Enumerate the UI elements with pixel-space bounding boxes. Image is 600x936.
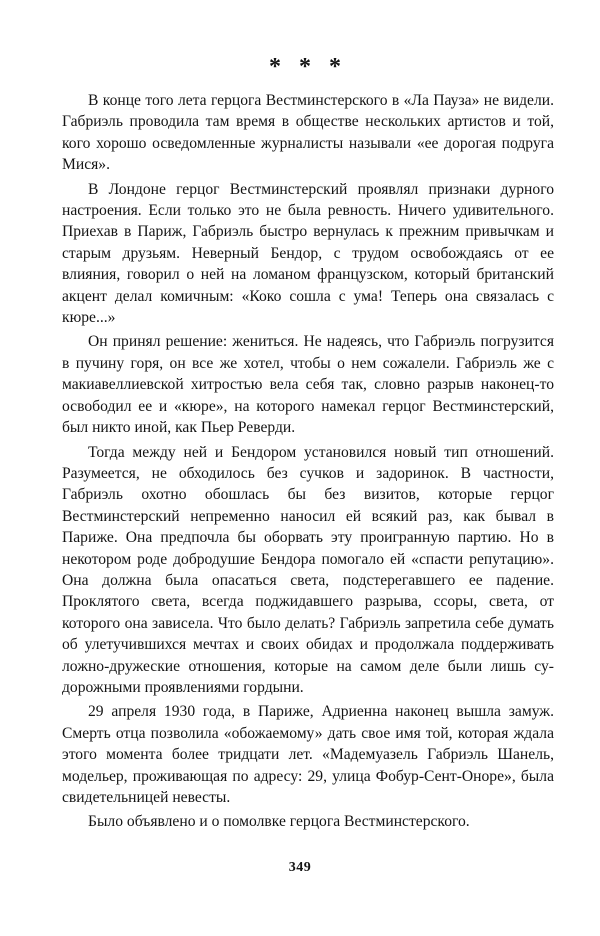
paragraph-2: В Лондоне герцог Вестминстерский проявлял признаки дурного настроения. Если только это не была ревность. Ничего удивительного. Приехав в Париж, Габриэль быстро вернулась к прежним привычкам и старым друзьям. Неверный Бендор, с трудом освобождаясь от ее влияния, говорил о ней на ломаном французском, который британский акцент делал комичным: «Коко сошла с ума! Теперь она связалась с кюре...»: [62, 180, 554, 327]
section-separator: * * *: [269, 54, 347, 80]
paragraph-6: Было объявлено и о помолвке герцога Вестминстерского.: [88, 813, 470, 831]
paragraph-3: Он принял решение: жениться. Не надеясь, что Габриэль погрузится в пучину горя, он все же хотел, чтобы о нем сожалели. Габриэль же с макиавеллиевской хитростью вела себя так, словно разрыв наконец-то освободил ее и «кюре», на которого намекал герцог Вестминстерский, был никто иной, как Пьер Реверди.: [62, 333, 554, 437]
paragraph-5: 29 апреля 1930 года, в Париже, Адриенна наконец вышла замуж. Смерть отца позволила «обожаемому» дать свое имя той, которая ждала этого момента более тридцати лет. «Мадемуазель Габриэль Шанель, модельер, проживающая по адресу: 29, улица Фобур-Сент-Оноре», была свидетельницей невесты.: [62, 703, 554, 806]
paragraph-1: В конце того лета герцога Вестминстерского в «Ла Пауза» не видели. Габриэль проводила там время в обществе нескольких артистов и той, кого хорошо осведомленные журналисты называли «ее дорогая подруга Мися».: [62, 92, 554, 174]
paragraph-4: Тогда между ней и Бендором установился новый тип отношений. Разумеется, не обходилось без сучков и задоринок. В частности, Габриэль охотно обошлась бы без визитов, которые герцог Вестминстерский непременно наносил ей всякий раз, как бывал в Париже. Она предпочла бы оборвать эту проигранную партию. Но в некотором роде добродушие Бендора помогало ей «спасти репутацию». Она должна была опасаться света, подстерегавшего ее падение. Проклятого света, всегда поджидавшего разрыва, ссоры, света, от которого она зависела. Что было делать? Габриэль запретила себе думать об улетучившихся мечтах и своих обидах и продолжала поддерживать ложно-дружеские отношения, которые на самом деле были лишь судорожными проявлениями гордыни.: [62, 443, 554, 696]
book-page: [62, 55, 554, 833]
page-number: 349: [288, 860, 312, 875]
